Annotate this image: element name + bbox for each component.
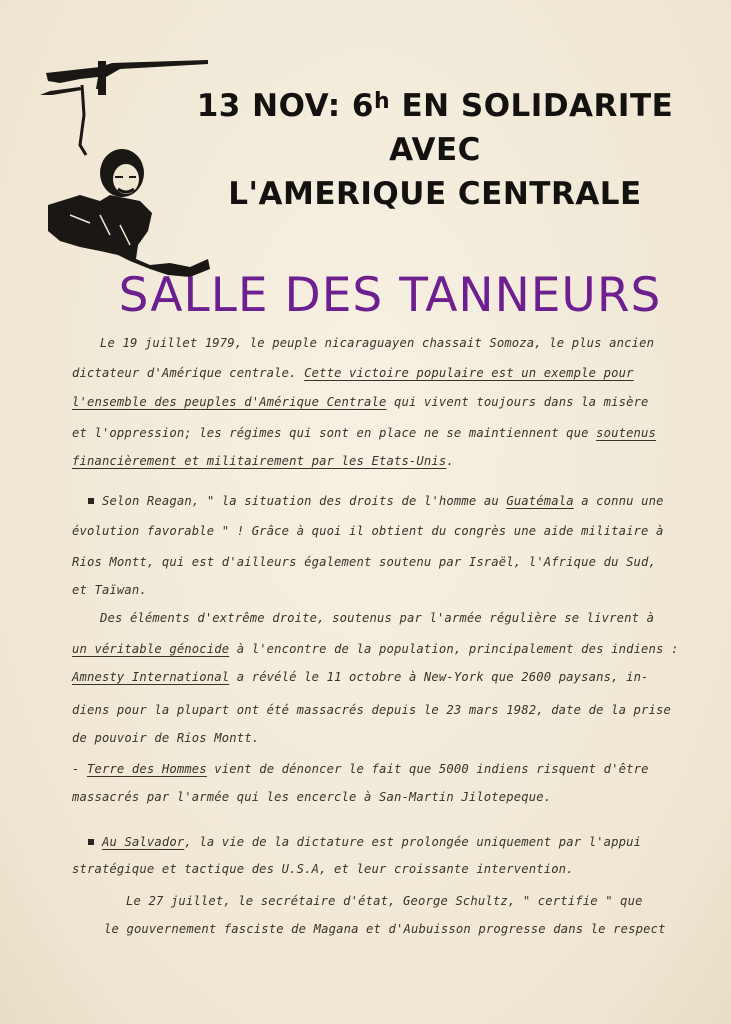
body-line: diens pour la plupart ont été massacrés depuis le 23 mars 1982, date de la prise [72,703,671,717]
body-line: évolution favorable " ! Grâce à quoi il obtient du congrès une aide militaire à [72,524,664,538]
body-line: financièrement et militairement par les Etats-Unis. [72,454,454,468]
body-line: Le 19 juillet 1979, le peuple nicaraguayen chassait Somoza, le plus ancien [100,336,655,350]
bullet-icon [88,498,94,504]
headline-line-2: AVEC [389,132,481,168]
headline-line-1: 13 NOV: 6$^h$ EN SOLIDARITE [196,88,674,124]
body-line: et Taïwan. [72,583,147,597]
body-line: massacrés par l'armée qui les encercle à San-Martin Jilotepeque. [72,790,552,804]
bullet-icon [88,839,94,845]
venue-title: SALLE DES TANNEURS [118,268,662,323]
body-line: dictateur d'Amérique centrale. Cette victoire populaire est un exemple pour [72,366,634,380]
body-line: un véritable génocide à l'encontre de la population, principalement des indiens : [72,642,679,656]
body-line: stratégique et tactique des U.S.A, et leur croissante intervention. [72,862,574,876]
body-line: de pouvoir de Rios Montt. [72,731,260,745]
body-line: Amnesty International a révélé le 11 octobre à New-York que 2600 paysans, in- [72,670,649,684]
body-line: le gouvernement fasciste de Magana et d'Aubuisson progresse dans le respect [104,922,666,936]
body-line: Des éléments d'extrême droite, soutenus par l'armée régulière se livrent à [100,611,655,625]
body-line: l'ensemble des peuples d'Amérique Centrale qui vivent toujours dans la misère [72,395,649,409]
body-line: Selon Reagan, " la situation des droits de l'homme au Guatémala a connu une [88,494,664,508]
body-line: Au Salvador, la vie de la dictature est prolongée uniquement par l'appui [88,835,641,849]
body-line: - Terre des Hommes vient de dénoncer le fait que 5000 indiens risquent d'être [72,762,649,776]
body-line: et l'oppression; les régimes qui sont en place ne se maintiennent que soutenus [72,426,657,440]
event-headline [195,80,675,216]
body-line: Rios Montt, qui est d'ailleurs également soutenu par Israël, l'Afrique du Sud, [72,555,657,569]
body-line: Le 27 juillet, le secrétaire d'état, George Schultz, " certifie " que [126,894,643,908]
guerrilla-rifle-map-icon [40,55,215,280]
headline-line-3: L'AMERIQUE CENTRALE [228,176,642,212]
